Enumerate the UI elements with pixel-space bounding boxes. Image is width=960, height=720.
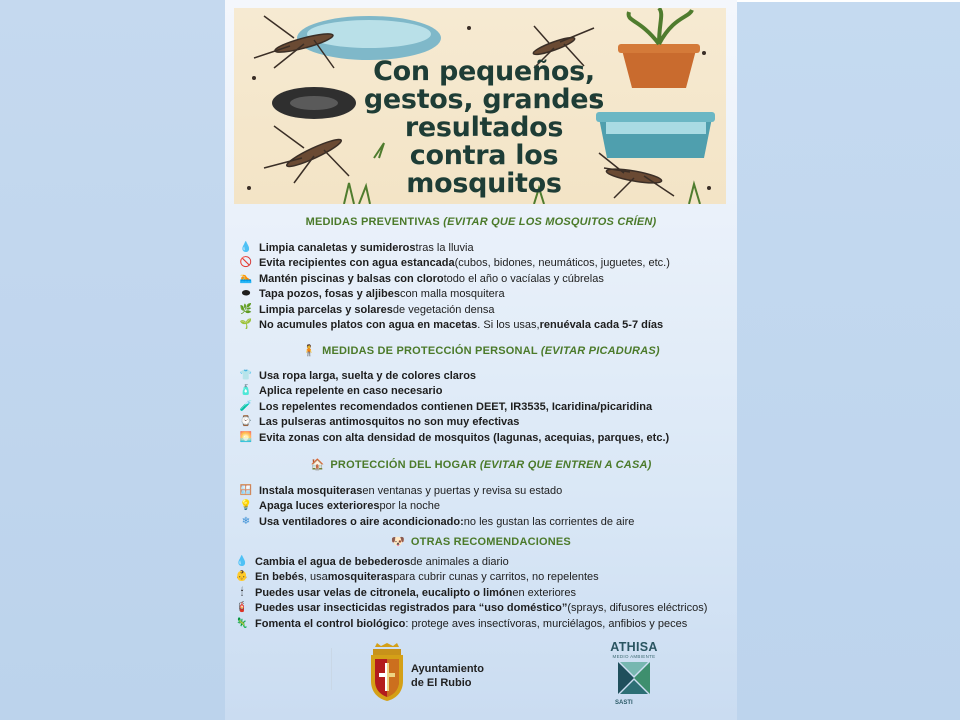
- other-list: [235, 554, 733, 632]
- item-bold-text: Evita recipientes con agua estancada: [259, 257, 455, 270]
- poster: [225, 0, 737, 720]
- light-bulb-icon: 💡: [239, 500, 253, 512]
- list-item: [239, 430, 733, 446]
- candle-icon: 🕯: [240, 586, 244, 598]
- item-bold-text: En bebés: [255, 571, 304, 584]
- spray-icon: 🧯: [235, 602, 249, 614]
- item-bold-text: mosquiteras: [327, 571, 394, 584]
- list-item: [235, 601, 733, 617]
- home-section-title: [225, 458, 737, 471]
- banner-title-line: gestos, grandes: [363, 84, 605, 115]
- athisa-subtitle: MEDIO AMBIENTE: [612, 654, 656, 659]
- test-tube-icon: 🧪: [239, 400, 253, 412]
- list-item: [239, 499, 733, 515]
- right-margin: [737, 2, 960, 720]
- item-text: en exteriores: [512, 586, 576, 599]
- item-bold-text: Los repelentes recomendados contienen DEET, IR3535, Icaridina/picaridina: [259, 400, 653, 413]
- banner-title-line: resultados: [404, 112, 564, 143]
- list-item: [235, 585, 733, 601]
- item-text: (cubos, bidones, neumáticos, juguetes, etc.): [454, 257, 670, 270]
- list-item: [239, 302, 733, 318]
- preventive-list: [239, 240, 733, 333]
- item-text: de animales a diario: [410, 555, 509, 568]
- list-item: [235, 554, 733, 570]
- item-text: por la noche: [379, 500, 440, 513]
- item-text: . Si los usas,: [477, 319, 540, 332]
- list-item: [239, 415, 733, 431]
- item-bold-text: Usa ropa larga, suelta y de colores claros: [259, 369, 477, 382]
- prohibited-icon: 🚫: [239, 257, 253, 269]
- lotion-icon: 🧴: [239, 385, 253, 397]
- item-bold-text: No acumules platos con agua en macetas: [259, 319, 478, 332]
- item-bold-text: Limpia canaletas y sumideros: [259, 241, 416, 254]
- list-item: [239, 368, 733, 384]
- banner-title-line: Con pequeños,: [373, 56, 595, 87]
- item-text: no les gustan las corrientes de aire: [463, 515, 635, 528]
- snowflake-icon: ❄: [241, 515, 251, 527]
- banner-title: [334, 58, 634, 198]
- list-item: [239, 271, 733, 287]
- hole-icon: ⬬: [241, 288, 251, 300]
- footer-divider: [331, 648, 332, 690]
- seedling-icon: 🌱: [239, 319, 253, 331]
- section-title-text: OTRAS RECOMENDACIONES: [410, 536, 571, 548]
- sunset-icon: 🌅: [239, 431, 253, 443]
- item-text: tras la lluvia: [415, 241, 474, 254]
- item-bold-text: Apaga luces exteriores: [259, 500, 380, 513]
- lizard-icon: 🦎: [235, 617, 249, 629]
- person-icon: 🧍: [302, 345, 317, 357]
- item-bold-text: Fomenta el control biológico: [255, 617, 406, 630]
- list-item: [239, 256, 733, 272]
- item-bold-text: Aplica repelente en caso necesario: [259, 385, 443, 398]
- athisa-name: ATHISA: [610, 640, 658, 654]
- list-item: [239, 318, 733, 334]
- item-text: , usa: [303, 571, 328, 584]
- item-text: todo el año o vacíalas y cúbrelas: [443, 272, 604, 285]
- section-title-text: MEDIDAS PREVENTIVAS: [305, 216, 440, 228]
- list-item: [239, 483, 733, 499]
- personal-section-title: [225, 344, 737, 357]
- item-bold-text: Usa ventiladores o aire acondicionado:: [259, 515, 464, 528]
- section-subtitle-text: (EVITAR QUE LOS MOSQUITOS CRÍEN): [443, 216, 657, 228]
- list-item: [239, 514, 733, 530]
- water-drop-icon: 💧: [235, 555, 249, 567]
- personal-list: [239, 368, 733, 446]
- item-text: para cubrir cunas y carritos, no repelentes: [393, 571, 599, 584]
- house-icon: 🏠: [310, 459, 325, 471]
- item-bold-text: Mantén piscinas y balsas con cloro: [259, 272, 444, 285]
- item-bold-text: renuévala cada 5-7 días: [539, 319, 664, 332]
- list-item: [239, 384, 733, 400]
- el-rubio-coat-of-arms-logo: [367, 643, 407, 701]
- athisa-logo-icon: [618, 662, 650, 696]
- home-list: [239, 483, 733, 530]
- item-bold-text: Tapa pozos, fosas y aljibes: [259, 288, 401, 301]
- list-item: [239, 240, 733, 256]
- wristband-icon: ⌚: [239, 416, 253, 428]
- water-drop-icon: 💧: [239, 241, 253, 253]
- item-bold-text: Las pulseras antimosquitos no son muy efectivas: [259, 416, 520, 429]
- item-text: con malla mosquitera: [400, 288, 505, 301]
- ayuntamiento-line: Ayuntamiento: [411, 663, 484, 675]
- item-bold-text: Instala mosquiteras: [259, 484, 363, 497]
- baby-icon: 👶: [235, 571, 249, 583]
- section-subtitle-text: (EVITAR PICADURAS): [540, 345, 660, 357]
- item-text: de vegetación densa: [392, 303, 495, 316]
- list-item: [239, 399, 733, 415]
- header-banner: [234, 8, 726, 204]
- banner-title-line: contra los: [409, 140, 559, 171]
- preventive-section-title: [225, 216, 737, 228]
- section-title-text: MEDIDAS DE PROTECCIÓN PERSONAL: [322, 345, 538, 357]
- item-text: : protege aves insectívoras, murciélagos, anfibios y peces: [405, 617, 688, 630]
- herb-icon: 🌿: [239, 303, 253, 315]
- list-item: [235, 570, 733, 586]
- list-item: [239, 287, 733, 303]
- other-section-title: [225, 535, 737, 548]
- banner-title-line: mosquitos: [406, 168, 562, 199]
- section-subtitle-text: (EVITAR QUE ENTREN A CASA): [479, 459, 652, 471]
- dog-icon: 🐶: [391, 536, 405, 548]
- item-bold-text: Puedes usar insecticidas registrados para “uso doméstico”: [255, 602, 568, 615]
- ayuntamiento-line: de El Rubio: [411, 677, 472, 689]
- item-text: en ventanas y puertas y revisa su estado: [362, 484, 563, 497]
- shirt-icon: 👕: [239, 369, 253, 381]
- item-bold-text: Cambia el agua de bebederos: [255, 555, 411, 568]
- item-text: (sprays, difusores eléctricos): [567, 602, 708, 615]
- item-bold-text: Limpia parcelas y solares: [259, 303, 393, 316]
- list-item: [235, 616, 733, 632]
- sasti-label: SASTI: [615, 700, 633, 706]
- item-bold-text: Puedes usar velas de citronela, eucalipto o limón: [255, 586, 513, 599]
- item-bold-text: Evita zonas con alta densidad de mosquitos (lagunas, acequias, parques, etc.): [259, 431, 670, 444]
- ayuntamiento-label: [411, 662, 484, 690]
- section-title-text: PROTECCIÓN DEL HOGAR: [330, 459, 477, 471]
- left-margin: [0, 0, 225, 720]
- window-icon: 🪟: [239, 484, 253, 496]
- pool-icon: 🏊: [239, 272, 253, 284]
